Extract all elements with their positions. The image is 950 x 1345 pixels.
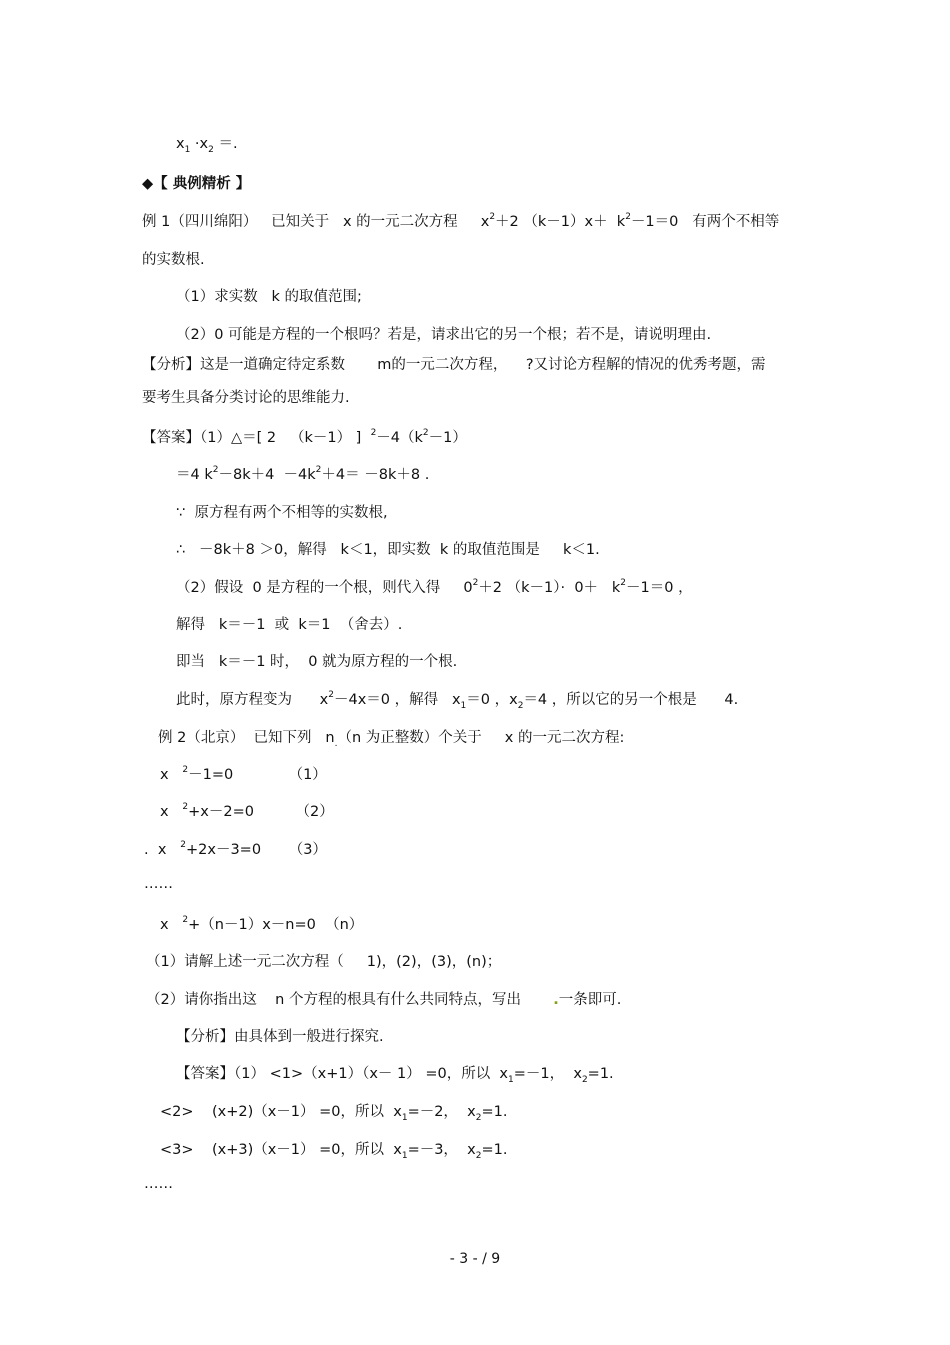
- answer-line: 【答案】（1） <1>（x+1）（x－ 1） =0，所以 $x_1=-1$， $x_2=1$.: [176, 1066, 614, 1085]
- page-number: - 3 - / 9: [449, 1251, 501, 1267]
- answer-line: 此时，原方程变为 $x^2-4x=0$ ，解得 $x_1=0$ ，$x_2=4$ ，所以它的另一个根是 4.: [176, 690, 739, 711]
- example-2-statement: 例 2（北京） 已知下列 $n_.(n$ 为正整数）个关于 x 的一元二次方程:: [158, 730, 625, 749]
- analysis-text: 【分析】这是一道确定待定系数 m的一元二次方程， ?又讨论方程解的情况的优秀考题，需: [142, 357, 766, 373]
- answer-line: ＝4 $k^2-8k+4 -4k^2+4= -8k+8$ .: [176, 465, 430, 483]
- answer-line: 即当 k＝－1 时， 0 就为原方程的一个根.: [176, 654, 458, 670]
- answer-line: 【答案】（1）△＝[ 2 （k－1） ] $^2-4(k^2-1)$: [142, 428, 467, 446]
- equation-n: x $^2$+（n－1）x－n=0 （n）: [160, 915, 364, 933]
- equation-2: x $^2$+x－2=0 （2）: [160, 802, 334, 820]
- answer-line: <3> (x+3)（x－1） =0，所以 $x_1=-3$， $x_2=1$.: [160, 1142, 508, 1161]
- analysis-text-cont: 要考生具备分类讨论的思维能力.: [142, 390, 350, 406]
- answer-line: <2> (x+2)（x－1） =0，所以 $x_1=-2$， $x_2=1$.: [160, 1104, 508, 1123]
- answer-line: ∴ －8k＋8 ＞0，解得 k＜1，即实数 k 的取值范围是 k＜1.: [176, 542, 600, 558]
- section-heading: ◆【 典例精析 】: [142, 176, 251, 192]
- ellipsis: ……: [144, 876, 173, 892]
- example-1-statement-cont: 的实数根.: [142, 252, 205, 268]
- example-1-statement: 例 1（四川绵阳） 已知关于 x 的一元二次方程 $x^2+2$ $(k-1)x+ k^2-1=0$ 有两个不相等: [142, 212, 780, 230]
- ellipsis: ……: [144, 1176, 173, 1192]
- question-2: （2）0 可能是方程的一个根吗？若是，请求出它的另一个根；若不是，请说明理由.: [176, 327, 712, 343]
- answer-line: （2）假设 0 是方程的一个根，则代入得 $0^2+2$ $(k-1)\cdot 0+ k^2-1=0$ ，: [176, 578, 693, 596]
- answer-line: 解得 k＝－1 或 k＝1 （舍去）.: [176, 617, 403, 633]
- analysis-text: 【分析】由具体到一般进行探究.: [176, 1029, 384, 1045]
- question-1: （1）求实数 k 的取值范围;: [176, 289, 362, 305]
- question-2: （2）请你指出这 n 个方程的根具有什么共同特点，写出 .一条即可.: [146, 992, 622, 1008]
- question-1: （1）请解上述一元二次方程（ 1)，(2)，(3)，(n)；: [146, 954, 502, 970]
- answer-line: ∵ 原方程有两个不相等的实数根,: [176, 505, 388, 521]
- equation-3: . x $^2$+2x－3=0 （3）: [144, 840, 327, 858]
- product-line: $x_1 \cdot x_2$ ＝.: [176, 136, 238, 155]
- equation-1: x $^2$－1=0 （1）: [160, 765, 327, 783]
